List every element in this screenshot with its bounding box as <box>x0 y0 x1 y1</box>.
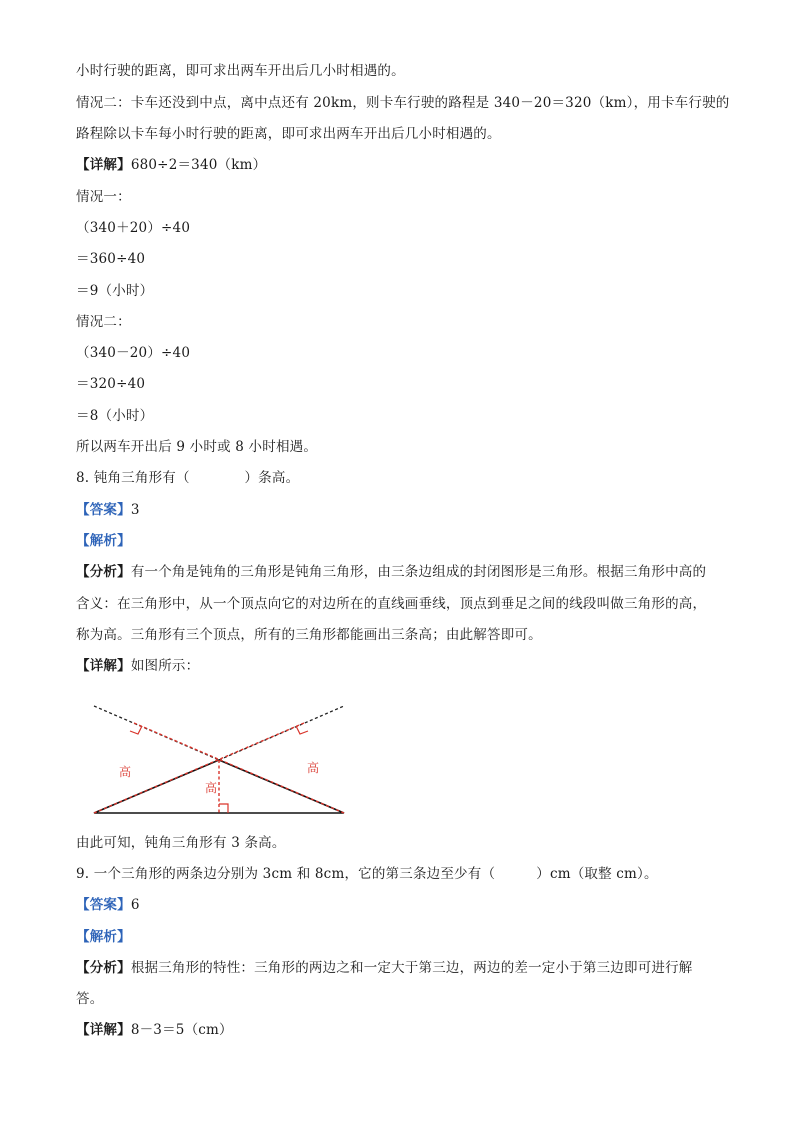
text-line: （340－20）÷40 <box>76 345 191 361</box>
analysis-line <box>76 928 131 946</box>
conclusion-line: 由此可知，钝角三角形有 3 条高。 <box>76 835 286 851</box>
question-9: 9. 一个三角形的两条边分别为 3cm 和 8cm，它的第三条边至少有（ ）cm（取整 cm）。 <box>76 866 658 882</box>
question-8: 8. 钝角三角形有（ ）条高。 <box>76 470 300 486</box>
text-line: 所以两车开出后 9 小时或 8 小时相遇。 <box>76 439 318 455</box>
text-line: ＝9（小时） <box>76 283 154 299</box>
height-label-middle: 高 <box>205 781 218 795</box>
analysis-line <box>76 532 131 550</box>
analysis-text <box>76 563 706 581</box>
text-line: （340＋20）÷40 <box>76 220 191 236</box>
detail-text: 如图所示： <box>130 658 200 674</box>
analysis-tag: 【解析】 <box>76 533 131 549</box>
analysis-sub-tag: 【分析】 <box>76 564 131 580</box>
answer-line <box>76 896 140 914</box>
height-label-right: 高 <box>307 761 320 775</box>
analysis-text-2: 答。 <box>76 991 104 1007</box>
analysis-sub-tag: 【分析】 <box>76 960 131 976</box>
text-line: 情况一： <box>76 189 131 205</box>
answer-tag: 【答案】 <box>76 502 131 518</box>
detail-tag: 【详解】 <box>76 658 131 674</box>
height-label-left: 高 <box>119 765 132 779</box>
text-line: 情况二： <box>76 314 131 330</box>
right-angle-mark-left <box>130 726 142 734</box>
text-line: 小时行驶的距离，即可求出两车开出后几小时相遇的。 <box>76 63 405 79</box>
right-angle-mark-right <box>296 726 308 734</box>
answer-line <box>76 501 140 519</box>
answer-tag: 【答案】 <box>76 897 131 913</box>
text-line: ＝360÷40 <box>76 251 146 267</box>
text-line: 情况二：卡车还没到中点，离中点还有 20km，则卡车行驶的路程是 340－20＝320（km），用卡车行驶的 <box>76 95 730 111</box>
detail-line <box>76 1021 233 1039</box>
detail-tag: 【详解】 <box>76 1022 131 1038</box>
analysis-text-2: 含义：在三角形中，从一个顶点向它的对边所在的直线画垂线，顶点到垂足之间的线段叫做三角形的高， <box>76 596 707 612</box>
analysis-text-1: 有一个角是钝角的三角形是钝角三角形，由三条边组成的封闭图形是三角形。根据三角形中高的 <box>130 564 707 580</box>
answer-value: 3 <box>130 502 140 518</box>
detail-line <box>76 156 266 174</box>
analysis-tag: 【解析】 <box>76 929 131 945</box>
text-line: ＝320÷40 <box>76 376 146 392</box>
right-angle-mark-middle <box>219 804 228 813</box>
detail-text: 8－3＝5（cm） <box>130 1022 233 1038</box>
detail-text: 680÷2＝340（km） <box>130 157 267 173</box>
obtuse-triangle-heights-figure <box>88 697 350 821</box>
text-line: ＝8（小时） <box>76 408 154 424</box>
analysis-text-1: 根据三角形的特性：三角形的两边之和一定大于第三边，两边的差一定小于第三边即可进行解 <box>130 960 693 976</box>
answer-value: 6 <box>130 897 140 913</box>
detail-tag: 【详解】 <box>76 157 131 173</box>
analysis-text <box>76 959 693 977</box>
analysis-text-3: 称为高。三角形有三个顶点，所有的三角形都能画出三条高；由此解答即可。 <box>76 627 542 643</box>
detail-line <box>76 657 199 675</box>
text-line: 路程除以卡车每小时行驶的距离，即可求出两车开出后几小时相遇的。 <box>76 126 501 142</box>
